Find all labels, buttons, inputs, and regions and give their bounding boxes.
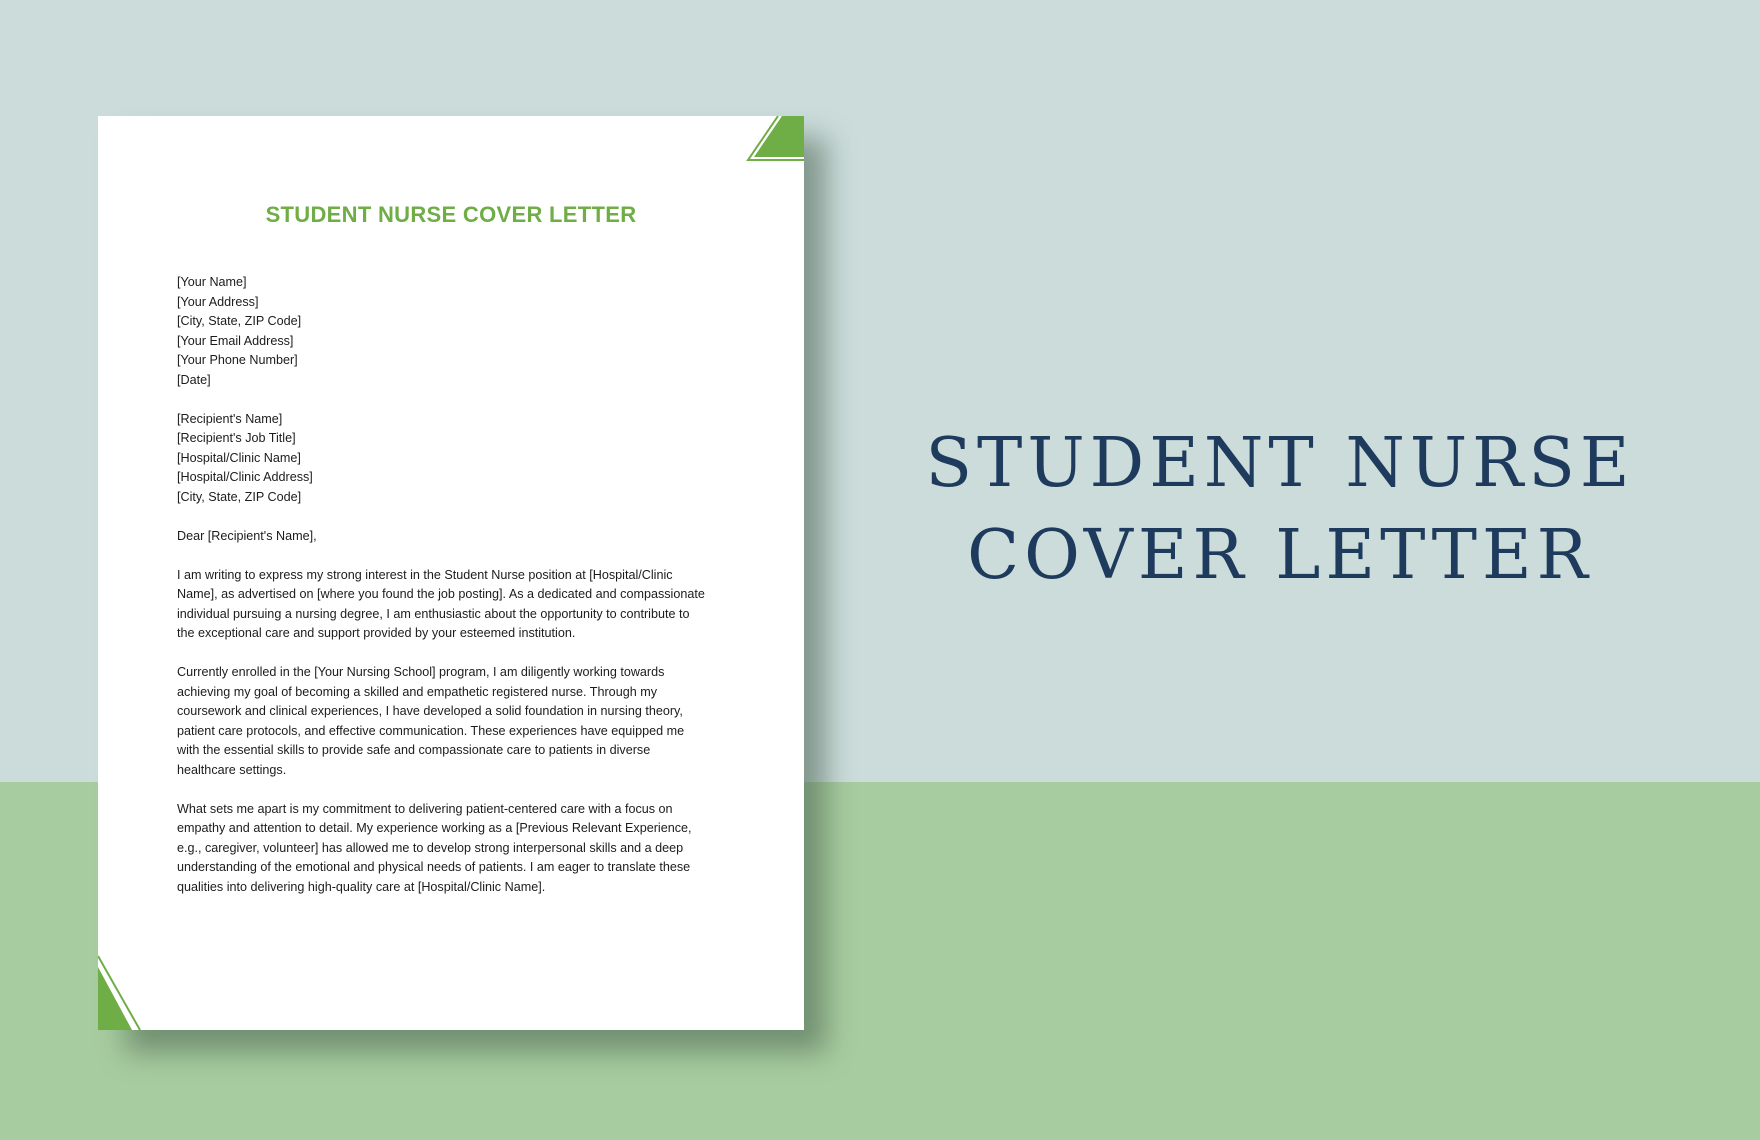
paragraph-line: I am writing to express my strong interest in the Student Nurse position at [Hospital/Clinic [177, 567, 673, 582]
paragraph-line: qualities into delivering high-quality care at [Hospital/Clinic Name]. [177, 879, 546, 894]
paragraph-line: What sets me apart is my commitment to delivering patient-centered care with a focus on [177, 801, 673, 816]
sender-address: [Your Address] [177, 294, 259, 309]
paragraph-line: understanding of the emotional and physical needs of patients. I am eager to translate these [177, 860, 691, 874]
paragraph-line: individual pursuing a nursing degree, I am enthusiastic about the opportunity to contribute to [177, 606, 690, 621]
spacer [177, 644, 737, 664]
spacer [177, 546, 737, 566]
paragraph-1 [177, 566, 737, 644]
sender-city: [City, State, ZIP Code] [177, 314, 302, 328]
sender-email: [Your Email Address] [177, 333, 294, 348]
paragraph-line: patient care protocols, and effective communication. These experiences have equipped me [177, 723, 685, 738]
hero-title-line-1: STUDENT NURSE [925, 424, 1635, 503]
corner-accent-top-right-icon [742, 116, 804, 162]
paragraph-line: achieving my goal of becoming a skilled and empathetic registered nurse. Through my [177, 684, 657, 699]
sender-block [177, 273, 737, 390]
paragraph-line: Currently enrolled in the [Your Nursing School] program, I am diligently working towards [177, 665, 665, 679]
recipient-job-title: [Recipient's Job Title] [177, 431, 296, 445]
letter-date: [Date] [177, 372, 211, 387]
sender-name: [Your Name] [177, 275, 247, 289]
hero-title-line-2: COVER LETTER [967, 516, 1593, 595]
paragraph-line: coursework and clinical experiences, I have developed a solid foundation in nursing theory, [177, 704, 683, 718]
corner-accent-bottom-left-icon [98, 954, 144, 1030]
paragraph-line: the exceptional care and support provided by your esteemed institution. [177, 626, 576, 640]
recipient-name: [Recipient's Name] [177, 411, 283, 426]
paragraph-line: with the essential skills to provide safe and compassionate care to patients in diverse [177, 743, 651, 757]
letter-page [98, 116, 804, 1030]
hospital-address: [Hospital/Clinic Address] [177, 470, 313, 484]
hospital-name: [Hospital/Clinic Name] [177, 450, 301, 465]
letter-body [177, 273, 737, 897]
paragraph-2 [177, 663, 737, 780]
recipient-city: [City, State, ZIP Code] [177, 489, 302, 504]
paragraph-line: empathy and attention to detail. My experience working as a [Previous Relevant Experience, [177, 821, 692, 835]
spacer [177, 390, 737, 410]
document-title: STUDENT NURSE COVER LETTER [265, 202, 637, 227]
sender-phone: [Your Phone Number] [177, 353, 298, 367]
paragraph-3 [177, 800, 737, 898]
hero-title [900, 418, 1660, 602]
paragraph-line: healthcare settings. [177, 762, 287, 777]
recipient-block [177, 410, 737, 508]
spacer [177, 507, 737, 527]
salutation: Dear [Recipient's Name], [177, 528, 317, 543]
spacer [177, 780, 737, 800]
paragraph-line: Name], as advertised on [where you found the job posting]. As a dedicated and compassionate [177, 587, 705, 601]
paragraph-line: e.g., caregiver, volunteer] has allowed me to develop strong interpersonal skills and a deep [177, 840, 684, 855]
